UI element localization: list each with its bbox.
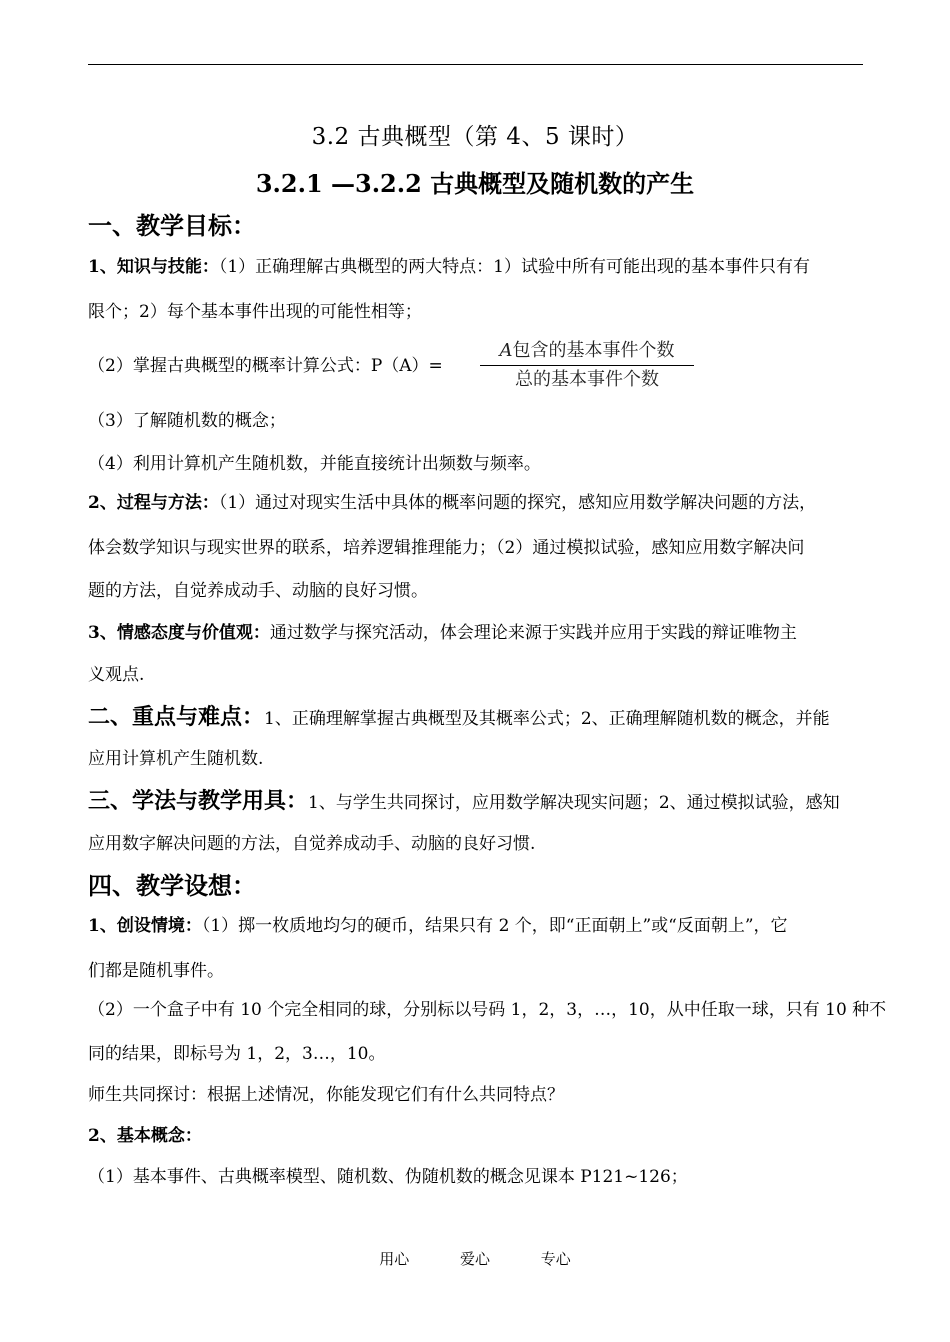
paragraph: 师生共同探讨：根据上述情况，你能发现它们有什么共同特点？ xyxy=(88,1085,564,1105)
section-heading-methods: 三、学法与教学用具： xyxy=(88,788,309,814)
paragraph-cont: 限个；2）每个基本事件出现的可能性相等； xyxy=(88,302,422,322)
paragraph xyxy=(88,252,810,277)
formula-denominator: 总的基本事件个数 xyxy=(515,369,659,390)
page-footer xyxy=(0,1248,950,1269)
paragraph xyxy=(88,911,788,936)
para-text: （1）通过对现实生活中具体的概率问题的探究，感知应用数学解决问题的方法， xyxy=(218,493,817,513)
fraction-bar xyxy=(480,365,694,366)
para-label: 1、创设情境： xyxy=(88,916,202,936)
para-label: 2、过程与方法： xyxy=(88,493,219,513)
paragraph: （2）一个盒子中有 10 个完全相同的球，分别标以号码 1，2，3，…，10，从中任取一球，只有 10 种不 xyxy=(88,1000,887,1020)
section-heading-design: 四、教学设想： xyxy=(88,871,256,900)
para-text: 1、正确理解掌握古典概型及其概率公式；2、正确理解随机数的概念，并能 xyxy=(264,709,830,729)
para-text: （1）掷一枚质地均匀的硬币，结果只有 2 个，即“正面朝上”或“反面朝上”，它 xyxy=(201,916,788,936)
footer-word: 专心 xyxy=(540,1250,571,1268)
paragraph xyxy=(88,784,840,815)
para-label: 1、知识与技能： xyxy=(88,257,219,277)
para-label: 3、情感态度与价值观： xyxy=(88,623,270,643)
formula-lead: （2）掌握古典概型的概率计算公式：P（A）= xyxy=(88,356,443,376)
footer-word: 爱心 xyxy=(459,1250,490,1268)
paragraph xyxy=(88,488,816,513)
paragraph-label: 2、基本概念： xyxy=(88,1126,202,1146)
paragraph xyxy=(88,700,830,731)
section-heading-keypoints: 二、重点与难点： xyxy=(88,704,265,730)
page-title: 3.2 古典概型（第 4、5 课时） xyxy=(311,124,639,150)
paragraph-cont: 们都是随机事件。 xyxy=(88,961,224,981)
paragraph-cont: 义观点. xyxy=(88,665,145,685)
paragraph: （1）基本事件、古典概率模型、随机数、伪随机数的概念见课本 P121~126； xyxy=(88,1167,688,1187)
paragraph-cont: 应用数字解决问题的方法，自觉养成动手、动脑的良好习惯. xyxy=(88,834,536,854)
paragraph-cont: 应用计算机产生随机数. xyxy=(88,749,264,769)
paragraph-cont: 题的方法，自觉养成动手、动脑的良好习惯。 xyxy=(88,581,428,601)
para-text: 通过数学与探究活动，体会理论来源于实践并应用于实践的辩证唯物主 xyxy=(269,623,797,643)
paragraph xyxy=(88,618,797,643)
page-subtitle: 3.2.1 —3.2.2 古典概型及随机数的产生 xyxy=(255,169,695,198)
para-text: （1）正确理解古典概型的两大特点：1）试验中所有可能出现的基本事件只有有 xyxy=(218,257,810,277)
paragraph-cont: 体会数学知识与现实世界的联系，培养逻辑推理能力；（2）通过模拟试验，感知应用数字解决问 xyxy=(88,538,805,558)
paragraph-cont: 同的结果，即标号为 1，2，3…，10。 xyxy=(88,1044,386,1064)
paragraph: （3）了解随机数的概念； xyxy=(88,411,286,431)
paragraph: （4）利用计算机产生随机数，并能直接统计出频数与频率。 xyxy=(88,454,541,474)
footer-word: 用心 xyxy=(379,1250,410,1268)
formula-numerator: A包含的基本事件个数 xyxy=(499,340,675,361)
para-text: 1、与学生共同探讨，应用数学解决现实问题；2、通过模拟试验，感知 xyxy=(308,793,840,813)
header-rule xyxy=(88,64,863,65)
probability-formula xyxy=(480,339,694,392)
formula-var: A xyxy=(499,340,513,361)
section-heading-objectives: 一、教学目标： xyxy=(88,211,256,240)
